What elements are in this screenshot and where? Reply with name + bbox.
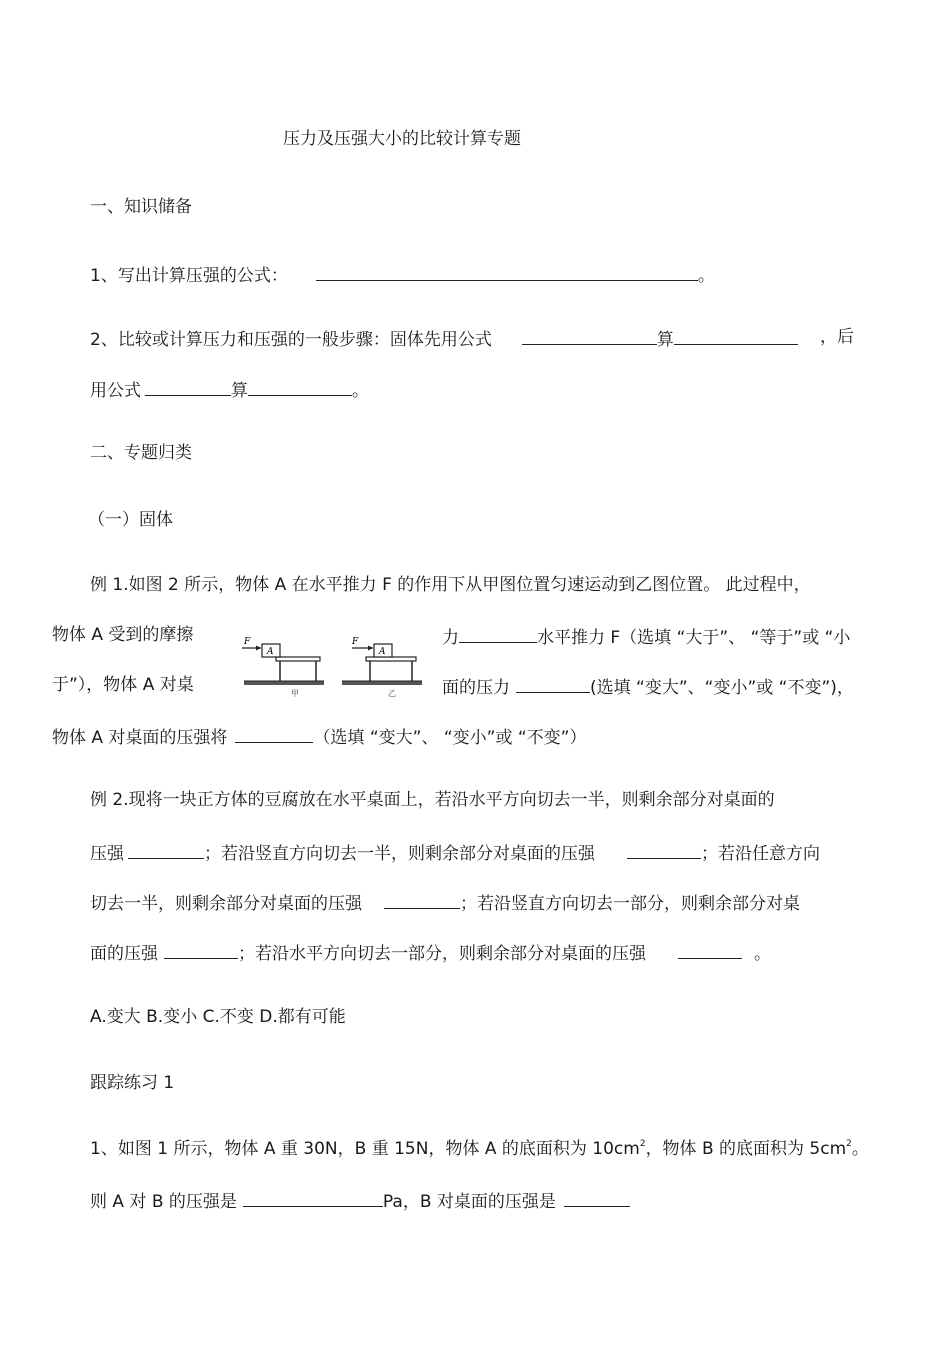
question-2-formula-text: 用公式 — [90, 381, 141, 401]
answer-blank — [627, 840, 701, 859]
practice-1-text-a: 1、如图 1 所示，物体 A 重 30N，B 重 15N，物体 A 的底面积为 10cm — [90, 1139, 640, 1159]
suan-text: 算 — [656, 330, 674, 350]
example-1-figure — [238, 632, 434, 698]
question-2-text: 2、比较或计算压力和压强的一般步骤：固体先用公式 — [90, 330, 492, 350]
answer-blank — [145, 377, 231, 396]
example-2-line-1: 例 2.现将一块正方体的豆腐放在水平桌面上，若沿水平方向切去一半，则剩余部分对桌面的 — [90, 790, 775, 810]
example-1-line-4 — [52, 724, 587, 749]
pressure-text: 面的压强 — [90, 944, 158, 964]
answer-blank — [248, 377, 352, 396]
answer-blank — [459, 624, 537, 643]
section-heading-topics: 二、专题归类 — [90, 443, 192, 463]
any-direction-text: ；若沿任意方向 — [701, 844, 820, 864]
question-2-hou: ，后 — [820, 327, 854, 347]
period: 。 — [352, 381, 369, 401]
period: 。 — [851, 1139, 869, 1159]
answer-blank — [674, 326, 798, 345]
example-2-line-4 — [90, 940, 771, 965]
answer-blank — [522, 326, 657, 345]
answer-blank — [384, 890, 460, 909]
example-1-line-2-left: 物体 A 受到的摩擦 — [52, 625, 194, 645]
half-cut-text: 切去一半，则剩余部分对桌面的压强 — [90, 894, 362, 914]
subsection-solid: （一）固体 — [88, 510, 173, 530]
question-1-text: 1、写出计算压强的公式： — [90, 266, 288, 286]
caption-jia: 甲 — [291, 689, 299, 698]
example-1-line-2-right — [442, 624, 850, 649]
example-1-line-3-left: 于”），物体 A 对桌 — [52, 675, 194, 695]
vertical-cut-text: ；若沿竖直方向切去一半，则剩余部分对桌面的压强 — [204, 844, 595, 864]
practice-heading: 跟踪练习 1 — [90, 1073, 175, 1093]
answer-blank — [235, 724, 313, 743]
question-2-line-2 — [90, 377, 369, 402]
section-heading-knowledge: 一、知识储备 — [90, 197, 192, 217]
example-2-line-2 — [90, 840, 820, 865]
block-label: A — [379, 647, 386, 657]
question-2-line-1 — [90, 326, 798, 351]
period: 。 — [754, 944, 771, 964]
example-1-choice-text: (选填 “变大”、“变小”或 “不变”)， — [590, 678, 854, 698]
suan-text: 算 — [231, 381, 248, 401]
answer-options: A.变大 B.变小 C.不变 D.都有可能 — [90, 1007, 346, 1027]
force-label: F — [244, 637, 251, 647]
figure-left-panel — [242, 637, 324, 698]
practice-1-pressure-table: Pa，B 对桌面的压强是 — [382, 1192, 556, 1212]
answer-blank — [516, 674, 590, 693]
example-2-line-3 — [90, 890, 800, 915]
practice-1-line-2 — [90, 1188, 630, 1213]
answer-blank — [164, 940, 238, 959]
block-label: A — [267, 647, 274, 657]
example-1-choice-text: （选填 “变大”、 “变小”或 “不变”） — [313, 728, 587, 748]
answer-blank — [678, 940, 742, 959]
example-1-line-1: 例 1.如图 2 所示，物体 A 在水平推力 F 的作用下从甲图位置匀速运动到乙图位置。 此过程中， — [90, 575, 811, 595]
practice-1-line-1 — [90, 1138, 869, 1160]
answer-blank — [243, 1188, 383, 1207]
partial-vertical-text: ；若沿竖直方向切去一部分，则剩余部分对桌 — [460, 894, 800, 914]
superscript-two: 2 — [846, 1139, 852, 1149]
example-1-choice-text: 水平推力 F（选填 “大于”、 “等于”或 “小 — [537, 628, 851, 648]
practice-1-text-b: ，物体 B 的底面积为 5cm — [645, 1139, 847, 1159]
answer-blank — [316, 262, 698, 281]
force-label: F — [352, 637, 359, 647]
answer-blank — [128, 840, 204, 859]
answer-blank — [564, 1188, 630, 1207]
li-text: 力 — [442, 628, 459, 648]
period: 。 — [697, 266, 715, 286]
pressure-text: 物体 A 对桌面的压强将 — [52, 728, 228, 748]
practice-1-pressure-ab: 则 A 对 B 的压强是 — [90, 1192, 237, 1212]
pressure-force-text: 面的压力 — [442, 678, 510, 698]
page-title: 压力及压强大小的比较计算专题 — [283, 129, 521, 149]
caption-yi: 乙 — [388, 689, 396, 698]
question-1 — [90, 262, 715, 287]
pressure-text: 压强 — [90, 844, 124, 864]
figure-right-panel — [342, 637, 422, 698]
partial-horizontal-text: ；若沿水平方向切去一部分，则剩余部分对桌面的压强 — [238, 944, 646, 964]
example-1-line-3-right — [442, 674, 854, 699]
superscript-two: 2 — [639, 1139, 646, 1149]
